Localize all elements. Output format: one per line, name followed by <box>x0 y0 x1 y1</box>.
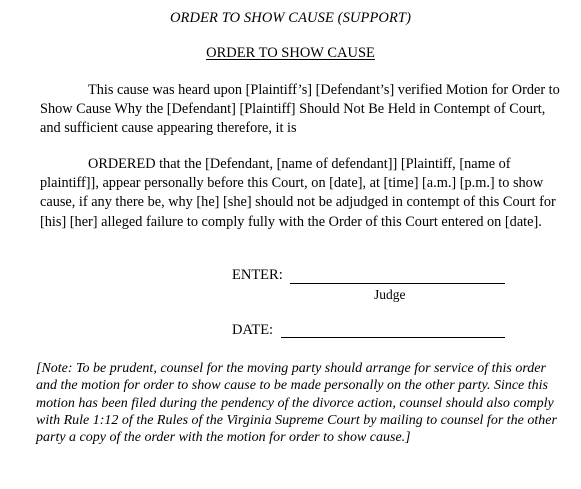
order-heading: ORDER TO SHOW CAUSE <box>206 45 375 61</box>
practice-note: [Note: To be prudent, counsel for the moving party should arrange for service of this order and the motion for order to show cause to be made personally on the other party. Since this motion has been filed during the pendency of the divorce action, counsel should also comply with Rule 1:12 of the Rules of the Virginia Supreme Court by mailing to counsel for the other party a copy of the order with the motion for order to show cause.] <box>36 361 557 446</box>
date-signature-line <box>281 337 505 338</box>
paragraph-motion-heard-text: This cause was heard upon [Plaintiff’s] [Defendant’s] verified Motion for Order to Show Cause Why the [Defendant] [Plaintiff] Should Not Be Held in Contempt of Court, and sufficient cause appearing therefore, it is <box>40 82 560 137</box>
date-label: DATE: <box>232 322 274 338</box>
enter-signature-line <box>290 283 505 284</box>
judge-label: Judge <box>374 287 406 302</box>
paragraph-ordered-text: ORDERED that the [Defendant, [name of defendant]] [Plaintiff, [name of plaintiff]], appear personally before this Court, on [date], at [time] [a.m.] [p.m.] to show cause, if any there be, why [he] [she] should not be adjudged in contempt of this Court for [his] [her] alleged failure to comply fully with the Order of this Court entered on [date]. <box>40 156 556 230</box>
paragraph-motion-heard <box>40 81 568 139</box>
enter-label: ENTER: <box>232 267 283 283</box>
form-title: ORDER TO SHOW CAUSE (SUPPORT) <box>169 10 412 26</box>
paragraph-ordered <box>40 155 568 232</box>
